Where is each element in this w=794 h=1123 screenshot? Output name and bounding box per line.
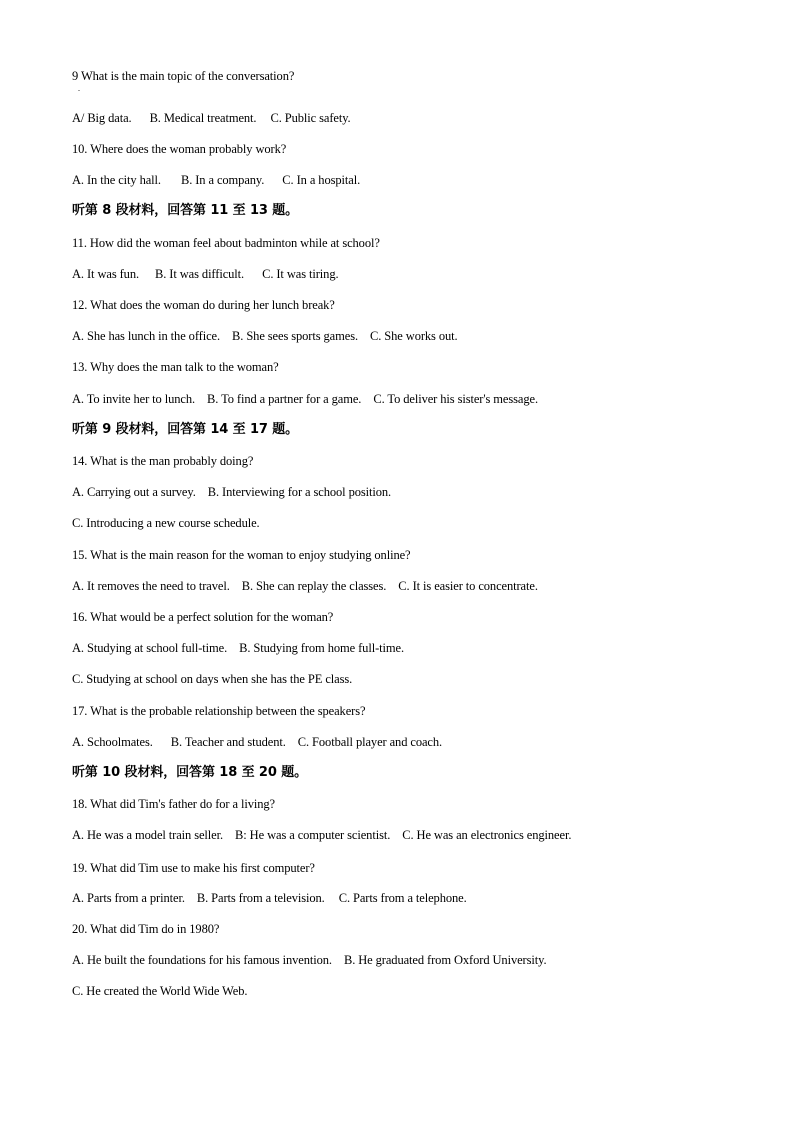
answer-options: C. Studying at school on days when she has the PE class.: [72, 672, 353, 686]
answer-option: B. In a company.: [180, 173, 265, 187]
question-text: 11. How did the woman feel about badminton while at school?: [72, 236, 380, 250]
question-text: 14. What is the man probably doing?: [72, 454, 254, 468]
answer-options: [72, 952, 546, 968]
answer-option: A. Parts from a printer.: [72, 891, 185, 905]
question-text: 10. Where does the woman probably work?: [72, 142, 287, 156]
answer-option: A. Studying at school full-time.: [72, 641, 228, 655]
answer-options: [72, 484, 391, 500]
answer-option: C. She works out.: [370, 329, 458, 343]
stray-dot: .: [78, 84, 80, 93]
question-text: 13. Why does the man talk to the woman?: [72, 360, 279, 374]
answer-option: B. Teacher and student.: [170, 735, 286, 749]
answer-option: B. He graduated from Oxford University.: [343, 953, 547, 967]
answer-option: A. She has lunch in the office.: [72, 329, 221, 343]
answer-option: A. It removes the need to travel.: [72, 579, 230, 593]
answer-options: [72, 640, 404, 656]
answer-options: [72, 328, 458, 344]
answer-option: C. Public safety.: [270, 111, 351, 125]
answer-options: [72, 391, 538, 407]
question-text: 19. What did Tim use to make his first computer?: [72, 861, 315, 875]
answer-options: [72, 110, 351, 126]
answer-option: A. Carrying out a survey.: [72, 485, 196, 499]
answer-option: A. To invite her to lunch.: [72, 392, 196, 406]
question-text: 15. What is the main reason for the woman to enjoy studying online?: [72, 548, 411, 562]
answer-options: [72, 578, 538, 594]
answer-option: A. He was a model train seller.: [72, 828, 224, 842]
question-text: 18. What did Tim's father do for a living?: [72, 797, 276, 811]
answer-option: B. Medical treatment.: [149, 111, 257, 125]
question-text: 17. What is the probable relationship between the speakers?: [72, 704, 366, 718]
answer-option: A/ Big data.: [72, 111, 132, 125]
answer-option: B: He was a computer scientist.: [235, 828, 391, 842]
question-text: 20. What did Tim do in 1980?: [72, 922, 220, 936]
answer-option: A. He built the foundations for his famous invention.: [72, 953, 332, 967]
answer-option: B. To find a partner for a game.: [207, 392, 362, 406]
answer-option: A. In the city hall.: [72, 173, 161, 187]
answer-options: [72, 172, 360, 188]
answer-option: A. Schoolmates.: [72, 735, 153, 749]
answer-option: B. She can replay the classes.: [241, 579, 387, 593]
answer-option: C. Parts from a telephone.: [338, 891, 467, 905]
answer-option: B. She sees sports games.: [232, 329, 358, 343]
answer-option: B. Studying from home full-time.: [239, 641, 404, 655]
answer-option: C. It is easier to concentrate.: [398, 579, 538, 593]
answer-option: C. Football player and coach.: [297, 735, 443, 749]
answer-options: C. He created the World Wide Web.: [72, 984, 248, 998]
answer-options: [72, 734, 442, 750]
answer-options: [72, 827, 571, 843]
answer-option: A. It was fun.: [72, 267, 139, 281]
answer-option: C. He was an electronics engineer.: [402, 828, 572, 842]
answer-option: C. To deliver his sister's message.: [373, 392, 538, 406]
answer-option: B. It was difficult.: [155, 267, 245, 281]
section-heading: 听第 8 段材料，回答第 11 至 13 题。: [72, 203, 299, 218]
answer-options: [72, 266, 339, 282]
answer-options: [72, 890, 467, 906]
answer-option: C. It was tiring.: [262, 267, 339, 281]
section-heading: 听第 9 段材料，回答第 14 至 17 题。: [72, 422, 299, 437]
section-heading: 听第 10 段材料，回答第 18 至 20 题。: [72, 765, 308, 780]
answer-option: B. Parts from a television.: [196, 891, 325, 905]
question-text: 16. What would be a perfect solution for the woman?: [72, 610, 334, 624]
answer-option: B. Interviewing for a school position.: [207, 485, 392, 499]
question-text: 12. What does the woman do during her lunch break?: [72, 298, 335, 312]
answer-options: C. Introducing a new course schedule.: [72, 516, 260, 530]
answer-option: C. In a hospital.: [282, 173, 361, 187]
question-text: 9 What is the main topic of the conversation?: [72, 69, 295, 83]
